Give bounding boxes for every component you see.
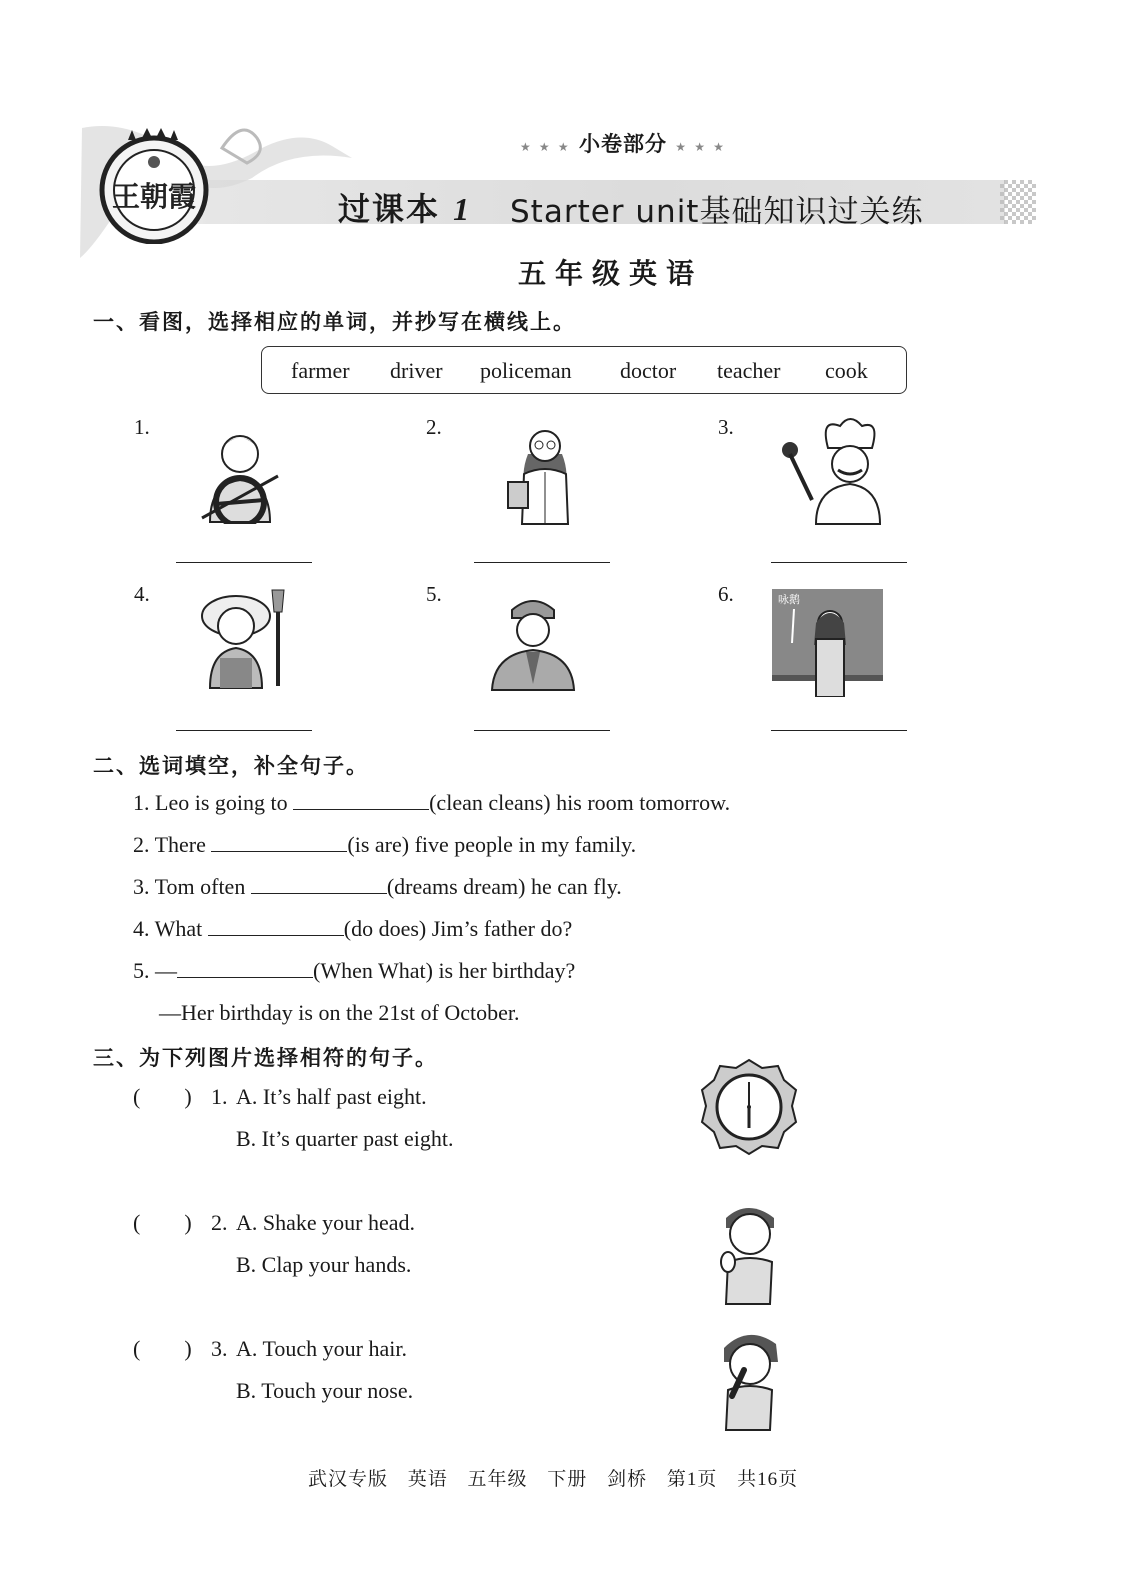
sentence: 4. What (do does) Jim’s father do? <box>133 916 573 941</box>
policeman-icon <box>488 588 578 692</box>
answer-line[interactable] <box>474 730 610 731</box>
part1-heading: 一、看图，选择相应的单词，并抄写在横线上。 <box>93 310 576 334</box>
item-number: 2. <box>211 1210 228 1235</box>
driver-icon <box>190 414 290 524</box>
item-number: 1. <box>211 1084 228 1109</box>
answer-paren[interactable]: ( ) <box>133 1336 192 1361</box>
logo-seal <box>98 128 210 244</box>
portrait-icon <box>148 156 160 168</box>
clapping-boy-icon <box>712 1200 784 1306</box>
lesson-subtitle: Starter unit基础知识过关练 <box>510 194 924 230</box>
star-icon: ★ ★ ★ <box>675 140 726 154</box>
section-label: ★ ★ ★ 小卷部分 ★ ★ ★ <box>520 132 726 156</box>
item-number: 5. <box>426 582 442 606</box>
item-number: 3. <box>211 1336 228 1361</box>
cook-icon <box>776 414 886 526</box>
word-bank-item: farmer <box>291 358 350 383</box>
answer-sentence: —Her birthday is on the 21st of October. <box>159 1000 520 1025</box>
answer-paren[interactable]: ( ) <box>133 1210 192 1235</box>
touching-nose-boy-icon <box>714 1326 784 1432</box>
farmer-icon <box>196 586 300 690</box>
header-checker-pattern <box>1000 180 1036 224</box>
board-text: 咏鹅 <box>778 593 800 606</box>
answer-line[interactable] <box>771 562 907 563</box>
part3-heading: 三、为下列图片选择相符的句子。 <box>93 1046 438 1070</box>
option-b: B. Clap your hands. <box>236 1252 412 1277</box>
answer-line[interactable] <box>176 562 312 563</box>
sentence: 1. Leo is going to (clean cleans) his room tomorrow. <box>133 790 731 815</box>
answer-line[interactable] <box>176 730 312 731</box>
item-number: 4. <box>134 582 150 606</box>
sentence: 2. There (is are) five people in my family. <box>133 832 637 857</box>
answer-line[interactable] <box>474 562 610 563</box>
word-bank-item: policeman <box>480 358 572 383</box>
word-bank <box>261 346 907 394</box>
doctor-icon <box>500 414 590 526</box>
clock-icon <box>700 1058 798 1156</box>
fill-blank[interactable] <box>177 959 313 978</box>
word-bank-item: teacher <box>717 358 781 383</box>
word-bank-item: driver <box>390 358 443 383</box>
option-a: A. It’s half past eight. <box>236 1084 427 1109</box>
item-number: 1. <box>134 415 150 439</box>
page-footer: 武汉专版 英语 五年级 下册 剑桥 第1页 共16页 <box>308 1469 799 1490</box>
teacher-icon <box>772 589 883 697</box>
fill-blank[interactable] <box>293 791 429 810</box>
fill-blank[interactable] <box>251 875 387 894</box>
sentence: 5. — (When What) is her birthday? <box>133 958 576 983</box>
item-number: 2. <box>426 415 442 439</box>
option-a: A. Touch your hair. <box>236 1336 407 1361</box>
sentence: 3. Tom often (dreams dream) he can fly. <box>133 874 622 899</box>
part2-heading: 二、选词填空，补全句子。 <box>93 754 369 778</box>
fill-blank[interactable] <box>208 917 344 936</box>
option-b: B. It’s quarter past eight. <box>236 1126 454 1151</box>
item-number: 6. <box>718 582 734 606</box>
word-bank-item: cook <box>825 358 868 383</box>
star-icon: ★ ★ ★ <box>520 140 571 154</box>
answer-paren[interactable]: ( ) <box>133 1084 192 1109</box>
word-bank-item: doctor <box>620 358 677 383</box>
grade-title: 五年级英语 <box>518 257 704 290</box>
lesson-title: 过课本 1 <box>338 190 472 228</box>
answer-line[interactable] <box>771 730 907 731</box>
option-b: B. Touch your nose. <box>236 1378 414 1403</box>
item-number: 3. <box>718 415 734 439</box>
fill-blank[interactable] <box>211 833 347 852</box>
option-a: A. Shake your head. <box>236 1210 416 1235</box>
logo-name: 王朝霞 <box>111 180 197 213</box>
